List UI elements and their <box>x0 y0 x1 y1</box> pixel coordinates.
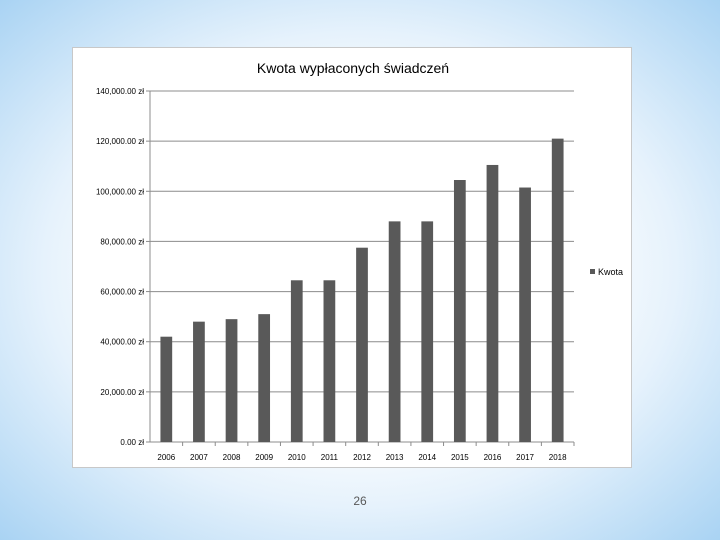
legend-swatch <box>590 269 595 274</box>
x-tick-label: 2006 <box>157 453 176 462</box>
x-tick-label: 2014 <box>418 453 437 462</box>
bar <box>356 248 368 442</box>
y-tick-label: 100,000.00 zł <box>95 187 144 197</box>
x-tick-label: 2016 <box>483 453 502 462</box>
x-tick-label: 2008 <box>222 453 241 462</box>
x-tick-label: 2018 <box>548 453 567 462</box>
bar <box>421 221 433 442</box>
x-tick-label: 2012 <box>353 453 371 462</box>
x-tick-label: 2010 <box>287 453 306 462</box>
y-tick-label: 60,000.00 zł <box>100 287 144 297</box>
x-tick-labels <box>157 453 567 462</box>
y-tick-label: 140,000.00 zł <box>95 87 144 96</box>
y-tick-label: 120,000.00 zł <box>95 137 144 147</box>
legend-label: Kwota <box>598 267 624 277</box>
x-tick-label: 2017 <box>516 453 534 462</box>
bar <box>258 314 270 442</box>
bar <box>226 319 238 442</box>
y-tick-label: 80,000.00 zł <box>100 237 144 247</box>
bar <box>487 165 499 442</box>
page-number: 26 <box>353 494 367 508</box>
y-tick-label: 0.00 zł <box>120 438 144 447</box>
x-tick-label: 2011 <box>320 453 338 462</box>
bar <box>291 280 303 442</box>
bar <box>324 280 336 442</box>
x-tick-label: 2015 <box>450 453 469 462</box>
y-tick-labels <box>96 87 144 447</box>
y-tick-label: 20,000.00 zł <box>100 387 144 397</box>
bar <box>454 180 466 442</box>
bar <box>519 188 531 442</box>
bar <box>389 221 401 442</box>
legend <box>590 267 623 277</box>
bars <box>160 139 563 442</box>
x-tick-label: 2009 <box>255 453 274 462</box>
x-tick-label: 2013 <box>385 453 404 462</box>
y-tick-label: 40,000.00 zł <box>100 337 144 347</box>
bar <box>552 139 564 442</box>
bar <box>160 337 172 442</box>
x-tick-label: 2007 <box>190 453 208 462</box>
chart-title: Kwota wypłaconych świadczeń <box>256 60 450 76</box>
bar <box>193 322 205 442</box>
